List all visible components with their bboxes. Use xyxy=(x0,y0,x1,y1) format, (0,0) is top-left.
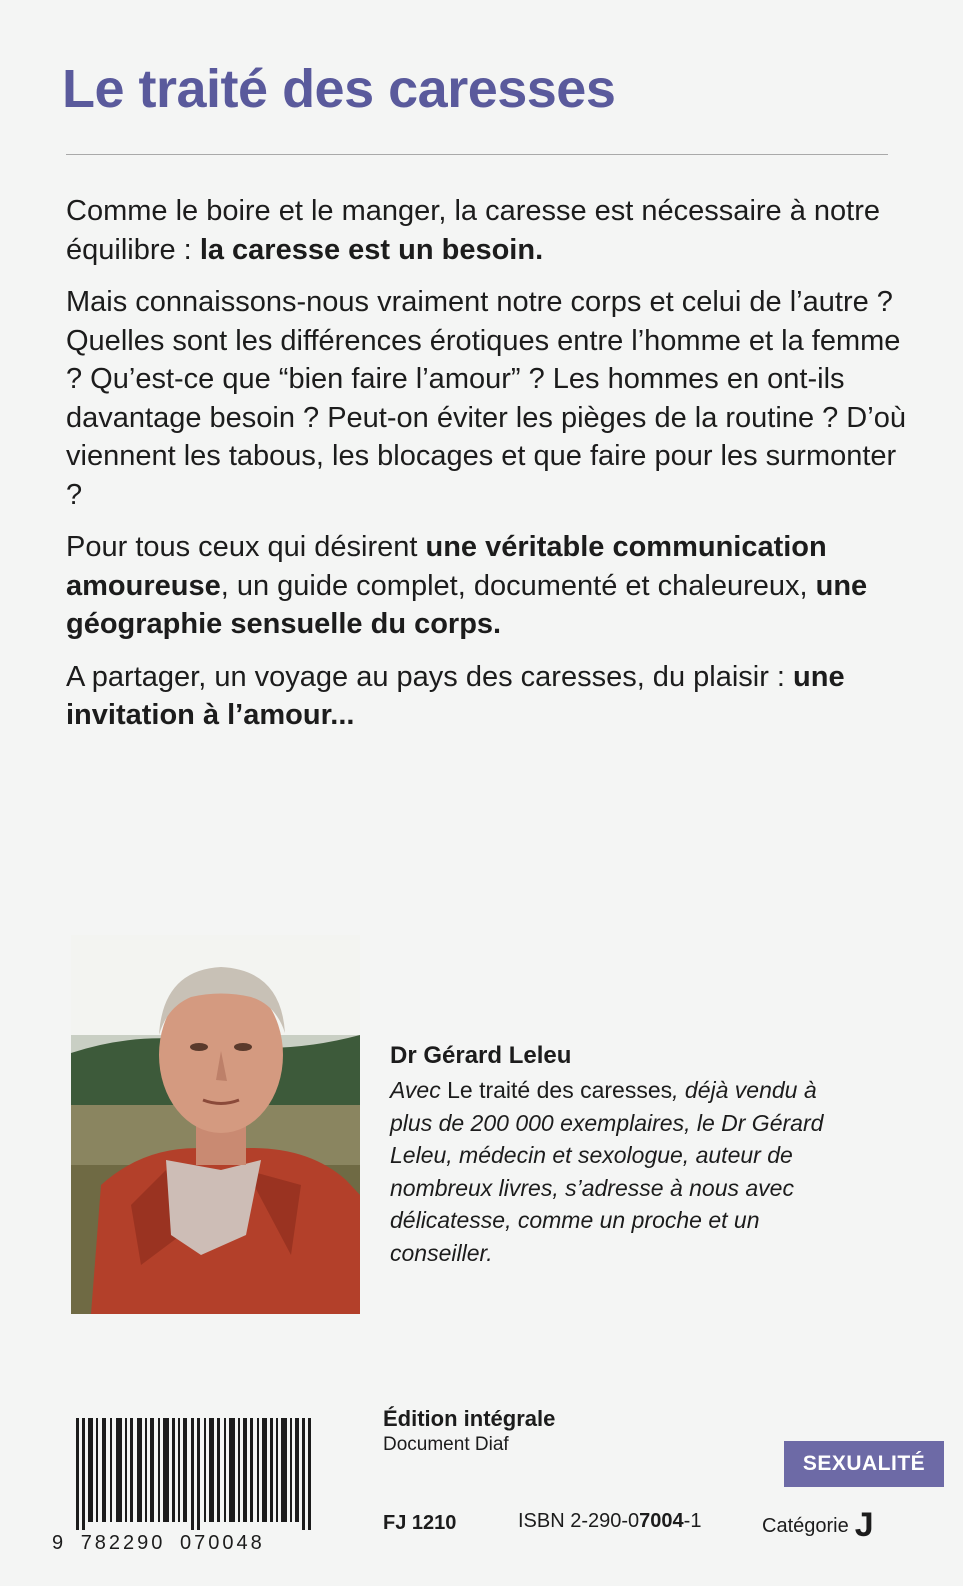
blurb-p3-emphasis-2: une géographie sensuelle du corps. xyxy=(66,569,868,640)
edition-title: Édition intégrale xyxy=(383,1406,556,1431)
blurb-p1-emphasis: la caresse est un besoin. xyxy=(199,233,544,266)
blurb-p3-text-1: Pour tous ceux qui désirent xyxy=(66,531,426,563)
author-bio-text-1: Avec xyxy=(390,1077,448,1103)
series-code: FJ 1210 xyxy=(383,1512,457,1534)
barcode-digits-group-2: 070048 xyxy=(180,1532,265,1554)
back-cover-blurb xyxy=(66,192,906,749)
author-bio-book-title: Le traité des caresses xyxy=(447,1077,673,1103)
category-letter: J xyxy=(854,1506,874,1544)
barcode-digits xyxy=(52,1532,265,1555)
blurb-paragraph-1 xyxy=(66,192,906,269)
barcode-digits-group-1: 782290 xyxy=(80,1532,166,1554)
price-category xyxy=(762,1506,874,1545)
edition-info xyxy=(383,1406,555,1456)
blurb-p3-emphasis-1: une véritable communication amoureuse xyxy=(66,531,827,602)
edition-subtitle: Document Diaf xyxy=(383,1434,509,1455)
blurb-p4-text: A partager, un voyage au pays des caresses, du plaisir : xyxy=(66,660,794,693)
author-name: Dr Gérard Leleu xyxy=(390,1042,572,1069)
blurb-p3-text-2: , un guide complet, documenté et chaleureux, xyxy=(220,569,816,602)
category-badge: SEXUALITÉ xyxy=(784,1441,944,1487)
isbn-prefix: ISBN 2-290-0 xyxy=(518,1510,640,1532)
isbn xyxy=(518,1510,701,1533)
author-photo xyxy=(71,935,360,1314)
author-bio xyxy=(390,1074,860,1269)
blurb-p1-text: Comme le boire et le manger, la caresse est nécessaire à notre équilibre : xyxy=(66,195,881,266)
blurb-paragraph-3 xyxy=(66,528,906,644)
isbn-suffix: -1 xyxy=(683,1510,702,1532)
book-title: Le traité des caresses xyxy=(62,59,616,119)
barcode-digit-first: 9 xyxy=(52,1532,67,1554)
title-divider xyxy=(66,154,888,155)
blurb-paragraph-2: Mais connaissons-nous vraiment notre corps et celui de l’autre ? Quelles sont les différences érotiques entre l’homme et la femme ? Qu’est-ce que “bien faire l’amour” ? Les hommes en ont-ils davantage besoin ? Peut-on éviter les pièges de la routine ? D’où viennent les tabous, les blocages et que faire pour les surmonter ? xyxy=(66,286,906,511)
blurb-p4-emphasis: une invitation à l’amour... xyxy=(66,660,845,731)
author-bio-text-2: , déjà vendu à plus de 200 000 exemplaires, le Dr Gérard Leleu, médecin et sexologue, auteur de nombreux livres, s’adresse à nous avec délicatesse, comme un proche et un conseiller. xyxy=(390,1077,824,1266)
blurb-paragraph-4 xyxy=(66,658,906,735)
author-section xyxy=(390,1042,910,1269)
isbn-highlight: 7004 xyxy=(639,1510,684,1532)
category-label: Catégorie xyxy=(762,1515,849,1537)
